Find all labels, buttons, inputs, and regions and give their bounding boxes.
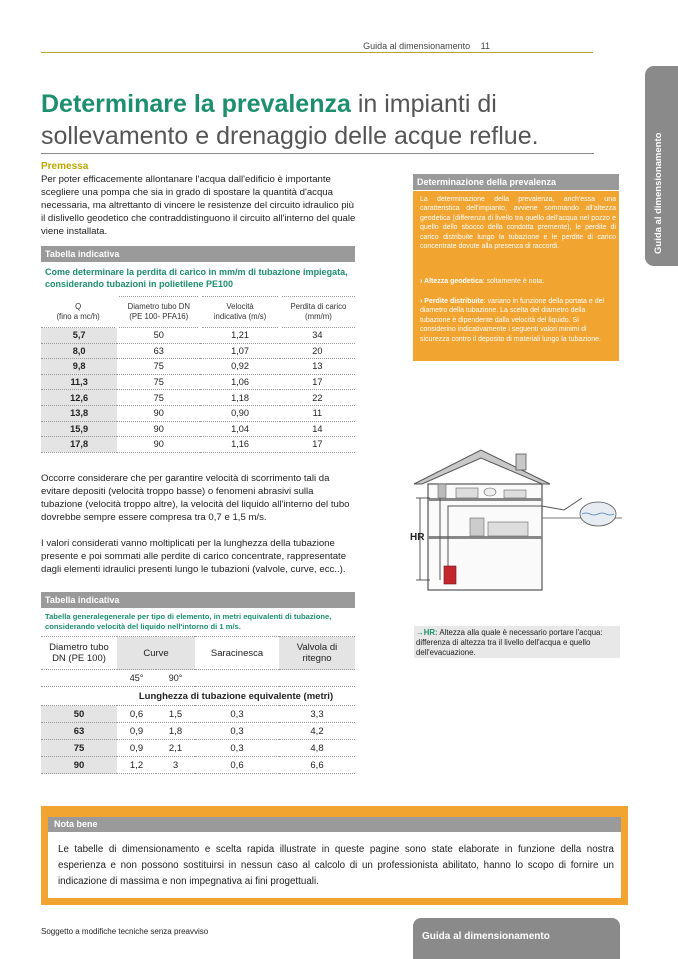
- kitchen-counter-icon: [488, 522, 528, 536]
- table-cell: 5,7: [41, 328, 117, 344]
- col-loss-header: Perdita di carico (mm/m): [280, 297, 355, 328]
- bathtub-icon-2: [504, 490, 526, 498]
- table-cell: 90: [41, 757, 117, 774]
- table-cell: 4,2: [279, 723, 355, 740]
- table-cell: 13,8: [41, 405, 117, 421]
- table-cell: 3,3: [279, 706, 355, 723]
- t2-curve-header: Curve: [117, 637, 195, 670]
- premessa-heading: Premessa: [41, 161, 89, 172]
- table-cell: 34: [280, 328, 355, 344]
- table-cell: 0,90: [200, 405, 280, 421]
- nota-bene-heading: Nota bene: [48, 817, 621, 832]
- sink-icon: [484, 488, 496, 496]
- premessa-text: Per poter efficacemente allontanare l'acqua dall'edificio è importante scegliere una pompa che sia in grado di spostare la quantità d'acqua necessaria, ma altrettanto di vincere le resistenze del circuito idraulico più il dislivello geodetico che contraddistinguono il circuito all'interno del quale viene installata.: [41, 174, 356, 237]
- t2-lunghezza-label: Lunghezza di tubazione equivalente (metri): [117, 687, 355, 706]
- t2-deg90: 90°: [168, 673, 183, 683]
- hr-label: HR: [410, 532, 425, 543]
- table-cell: 1,07: [200, 343, 280, 359]
- pump-icon: [444, 566, 456, 584]
- table-cell: 1,04: [200, 421, 280, 437]
- det-box-bar: Determinazione della prevalenza: [413, 174, 619, 190]
- table-cell: 15,9: [41, 421, 117, 437]
- table-cell: 17: [280, 374, 355, 390]
- equivalent-length-table: [41, 636, 355, 774]
- table-cell: 0,6: [117, 706, 156, 723]
- house-drainage-diagram: [404, 440, 622, 596]
- table-row: [41, 390, 355, 406]
- table-cell: 4,8: [279, 740, 355, 757]
- table-cell: 2,1: [156, 740, 195, 757]
- table-row: [41, 343, 355, 359]
- table1-bar: Tabella indicativa: [41, 246, 355, 262]
- table-row: [41, 421, 355, 437]
- t2-valvola-header: Valvola di ritegno: [279, 637, 355, 670]
- col-velocity-header: Velocità indicativa (m/s): [200, 297, 280, 328]
- bathtub-icon: [456, 488, 478, 498]
- t2-dn-header: Diametro tubo DN (PE 100): [41, 637, 117, 670]
- det-box-intro: La determinazione della prevalenza, anch'essa una caratteristica dell'impianto, avviene sommando all'altezza geodetica (differenza di livello tra quello dell'acqua nel pozzo e quello dello sbocco della condotta premente), le perdite di carico distribuite lungo la tubazione e le perdite di carico concentrate dovute alla presenza di raccordi.: [420, 196, 616, 251]
- table2-subtitle: Tabella generalegenerale per tipo di elemento, in metri equivalenti di tubazione, considerando velocità del liquido nell'intorno di 1 m/s.: [45, 612, 332, 631]
- hr-note-text: →HR: Altezza alla quale è necessario portare l'acqua: differenza di altezza tra il livello dell'acqua e quello dell'evacuazione.: [416, 628, 603, 657]
- table-row: [41, 706, 355, 723]
- table-cell: 63: [41, 723, 117, 740]
- table-cell: 17,8: [41, 437, 117, 453]
- table-cell: 17: [280, 437, 355, 453]
- table1-subtitle: Come determinare la perdita di carico in mm/m di tubazione impiegata, considerando tubazioni in polietilene PE100: [45, 267, 348, 289]
- table-cell: 63: [117, 343, 200, 359]
- table-cell: 3: [156, 757, 195, 774]
- table-cell: 22: [280, 390, 355, 406]
- col-dn-header: Diametro tubo DN (PE 100- PFA16): [117, 297, 200, 328]
- table-row: [41, 405, 355, 421]
- t2-saracinesca-header: Saracinesca: [195, 637, 279, 670]
- table-cell: 12,6: [41, 390, 117, 406]
- table-cell: 50: [117, 328, 200, 344]
- table-cell: 20: [280, 343, 355, 359]
- table-cell: 1,5: [156, 706, 195, 723]
- table-cell: 14: [280, 421, 355, 437]
- page-title-emphasis: Determinare la prevalenza: [41, 90, 351, 118]
- upper-floor: [428, 498, 542, 501]
- det-box-perdite: › Perdite distribuite: variano in funzione della portata e del diametro della tubazione. La scelta del diametro della tubazione è dipendente dalla velocità del liquido. Si considerino indicativamente i seguenti valori minimi di sicurezza contro il deposito di materiali lungo la tubazione.: [420, 298, 605, 343]
- page-title-rest: in impianti di sollevamento e drenaggio delle acque reflue.: [41, 90, 539, 150]
- table-cell: 1,06: [200, 374, 280, 390]
- table-row: [41, 740, 355, 757]
- nota-bene-text: Le tabelle di dimensionamento e scelta rapida illustrate in queste pagine sono state elaborate in funzione della nostra esperienza e non possono sostituirsi in nessun caso al calcolo di un professionista abilitato, hanno lo scopo di fornire un indicazione di massima e non impegnativa ai fini progettuali.: [58, 844, 614, 887]
- page-title: [41, 88, 601, 152]
- table-cell: 1,8: [156, 723, 195, 740]
- table-cell: 1,21: [200, 328, 280, 344]
- table-cell: 75: [117, 390, 200, 406]
- table-cell: 1,16: [200, 437, 280, 453]
- table-cell: 75: [117, 359, 200, 375]
- table-cell: 9,8: [41, 359, 117, 375]
- side-tab-label: Guida al dimensionamento: [653, 132, 664, 254]
- table-row: [41, 374, 355, 390]
- table-row: [41, 723, 355, 740]
- table-cell: 75: [117, 374, 200, 390]
- table-cell: 90: [117, 405, 200, 421]
- velocity-paragraph: Occorre considerare che per garantire velocità di scorrimento tali da evitare depositi (velocità troppo basse) o fenomeni abrasivi sulla tubazione (velocità troppo altre), la velocità del liquido all'interno del tubo dovrebbe sempre essere compresa tra 0,7 e 1,5 m/s.: [41, 473, 350, 523]
- running-header-section: Guida al dimensionamento: [363, 41, 471, 51]
- page-number: 11: [480, 41, 490, 51]
- running-header: [363, 41, 490, 51]
- upper-fixture: [438, 484, 446, 498]
- table-cell: 8,0: [41, 343, 117, 359]
- table-cell: 0,6: [195, 757, 279, 774]
- table-cell: 90: [117, 437, 200, 453]
- table2-bar: Tabella indicativa: [41, 592, 355, 608]
- table-cell: 0,92: [200, 359, 280, 375]
- table-cell: 13: [280, 359, 355, 375]
- table-cell: 0,3: [195, 740, 279, 757]
- table-cell: 0,3: [195, 723, 279, 740]
- chimney: [516, 454, 526, 470]
- table-cell: 1,18: [200, 390, 280, 406]
- table-cell: 11: [280, 405, 355, 421]
- table-cell: 50: [41, 706, 117, 723]
- table-cell: 0,9: [117, 723, 156, 740]
- values-paragraph: I valori considerati vanno moltiplicati per la lunghezza della tubazione presente e poi sommati alle perdite di carico concentrate, rappresentate dagli elementi idraulici presenti lungo le tubazioni (valvole, curve, ecc..).: [41, 538, 347, 575]
- side-section-tab[interactable]: [645, 66, 678, 266]
- det-box-geo: › Altezza geodetica: soltamente è nota.: [420, 278, 545, 285]
- footer-tab-label: Guida al dimensionamento: [422, 931, 550, 942]
- table-row: [41, 328, 355, 344]
- t2-deg45: 45°: [129, 673, 144, 683]
- table-cell: 11,3: [41, 374, 117, 390]
- table-cell: 90: [117, 421, 200, 437]
- house-roof: [414, 450, 550, 484]
- pressure-loss-table: [41, 296, 355, 453]
- header-rule: [41, 52, 593, 53]
- title-rule: [41, 153, 594, 154]
- ground-floor: [428, 536, 542, 539]
- col-q-header: Q (fino a mc/h): [56, 301, 100, 321]
- table-cell: 6,6: [279, 757, 355, 774]
- table-cell: 0,3: [195, 706, 279, 723]
- table-row: [41, 437, 355, 453]
- table-cell: 75: [41, 740, 117, 757]
- table-row: [41, 757, 355, 774]
- table-row: [41, 359, 355, 375]
- footer-disclaimer: Soggetto a modifiche tecniche senza preavviso: [41, 927, 209, 936]
- table-cell: 0,9: [117, 740, 156, 757]
- table-cell: 1,2: [117, 757, 156, 774]
- washing-machine-icon: [470, 518, 484, 536]
